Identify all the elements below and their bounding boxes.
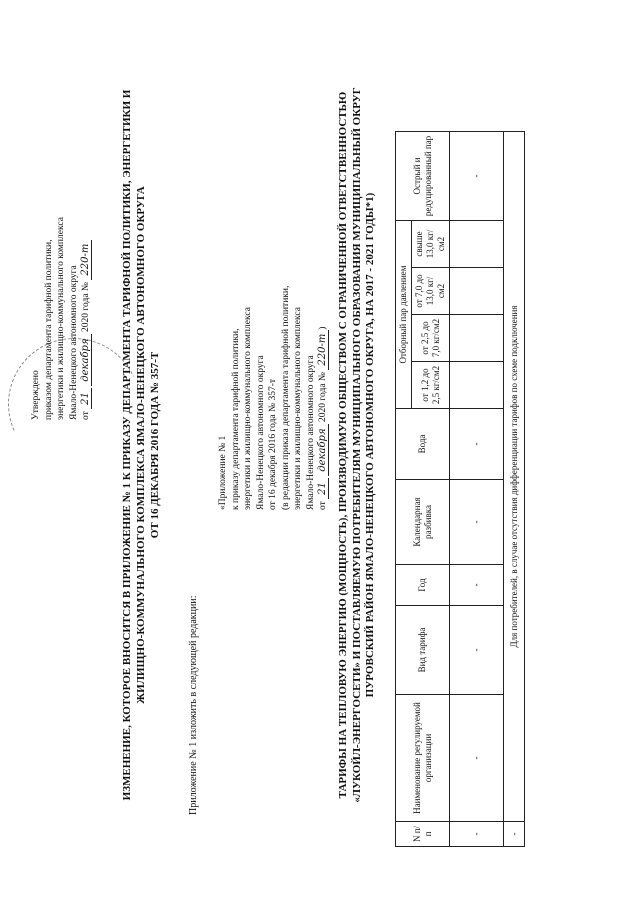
approval-line: Ямало-Ненецкого автономного округа <box>68 265 79 420</box>
tariff-title <box>337 35 378 855</box>
header-sharp: Острый и редуцированный пар <box>396 132 450 221</box>
annex-line: Ямало-Ненецкого автономного округа <box>305 355 316 510</box>
header-calendar: Календарная разбивка <box>396 480 450 565</box>
annex-date-year: 2020 года № <box>318 372 328 423</box>
table-cell <box>450 315 504 362</box>
approval-date <box>80 20 93 420</box>
table-row <box>450 132 504 847</box>
annex-line: от 16 декабря 2016 года № 357-т <box>268 378 278 510</box>
header-steam-group: Отборный пар давлением <box>396 221 412 409</box>
approval-date-month: декабря <box>80 334 92 385</box>
annex-line: Ямало-Ненецкого автономного округа <box>255 355 266 510</box>
annex-line: к приказу департамента тарифной политики, <box>230 328 241 510</box>
tariff-title-line: ТАРИФЫ НА ТЕПЛОВУЮ ЭНЕРГИЮ (МОЩНОСТЬ), ПРОИЗВОДИМУЮ ОБЩЕСТВОМ С ОГРАНИЧЕННОЙ ОТВЕТСТВЕННОСТЬЮ <box>337 91 349 799</box>
header-num: N п/п <box>396 822 450 847</box>
annex-date-prefix: от <box>318 501 328 510</box>
table-cell: - <box>450 606 504 695</box>
approval-date-prefix: от <box>81 411 91 420</box>
title-line: ОТ 16 ДЕКАБРЯ 2016 ГОДА № 357-Т <box>149 351 161 539</box>
table-cell: - <box>450 822 504 847</box>
annex-line: энергетики и жилищно-коммунального комплекса <box>243 307 253 510</box>
document-title <box>120 35 162 855</box>
header-year: Год <box>396 565 450 606</box>
annex-date-month: декабря <box>317 424 329 475</box>
approval-date-year: 2020 года № <box>81 282 91 333</box>
table-cell: - <box>450 565 504 606</box>
table-cell <box>450 268 504 315</box>
header-steam-2: от 2,5 до 7,0 кг/см2 <box>412 315 450 362</box>
annex-line: энергетики и жилищно-коммунального комплекса <box>293 307 303 510</box>
title-line: ИЗМЕНЕНИЕ, КОТОРОЕ ВНОСИТСЯ В ПРИЛОЖЕНИЕ № 1 К ПРИКАЗУ ДЕПАРТАМЕНТА ТАРИФНОЙ ПОЛИТИКИ, ЭНЕРГЕТИКИ И <box>121 89 133 801</box>
annex-date <box>317 90 330 510</box>
table-cell: - <box>450 695 504 822</box>
title-line: ЖИЛИЩНО-КОММУНАЛЬНОГО КОМПЛЕКСА ЯМАЛО-НЕНЕЦКОГО АВТОНОМНОГО ОКРУГА <box>135 186 147 704</box>
approval-block <box>30 20 93 420</box>
approval-line: энергетики и жилищно-коммунального комплекса <box>56 217 66 420</box>
header-steam-3: от 7,0 до 13,0 кг/см2 <box>412 268 450 315</box>
annex-line: (в редакции приказа департамента тарифной политики, <box>280 285 291 510</box>
table-cell: - <box>504 822 525 847</box>
intro-text: Приложение № 1 изложить в следующей редакции: <box>188 595 199 815</box>
approval-line: приказом департамента тарифной политики, <box>43 239 54 420</box>
annex-line: «Приложение № 1 <box>218 435 228 510</box>
header-steam-1: от 1,2 до 2,5 кг/см2 <box>412 362 450 409</box>
tariff-table <box>395 131 525 847</box>
table-row-note <box>504 132 525 847</box>
header-org: Наименование регулируемой организации <box>396 695 450 822</box>
annex-date-day: 21 <box>317 478 329 499</box>
tariff-title-line: «ЛУКОЙЛ-ЭНЕРГОСЕТИ» И ПОСТАВЛЯЕМУЮ ПОТРЕБИТЕЛЯМ МУНИЦИПАЛЬНОГО ОБРАЗОВАНИЯ МУНИЦИПАЛЬНЫЙ ОКРУГ <box>350 87 363 803</box>
table-cell <box>450 362 504 409</box>
header-steam-4: свыше 13,0 кг/см2 <box>412 221 450 268</box>
table-cell: - <box>450 409 504 480</box>
table-cell <box>450 221 504 268</box>
annex-date-number: 220-т <box>317 330 329 370</box>
header-kind: Вид тарифа <box>396 606 450 695</box>
approval-date-number: 220-т <box>80 240 92 280</box>
approval-line: Утверждено <box>31 370 41 420</box>
note-cell: Для потребителей, в случае отсутствия дифференциации тарифов по схеме подключения <box>504 132 525 822</box>
annex-block <box>217 90 330 510</box>
tariff-title-line: ПУРОВСКИЙ РАЙОН ЯМАЛО-НЕНЕЦКОГО АВТОНОМНОГО ОКРУГА, НА 2017 - 2021 ГОДЫ*1) <box>364 192 376 698</box>
document-page <box>22 15 632 875</box>
approval-date-day: 21 <box>80 388 92 409</box>
table-cell: - <box>450 132 504 221</box>
table-cell: - <box>450 480 504 565</box>
header-water: Вода <box>396 409 450 480</box>
annex-date-suffix: ) <box>318 326 328 330</box>
